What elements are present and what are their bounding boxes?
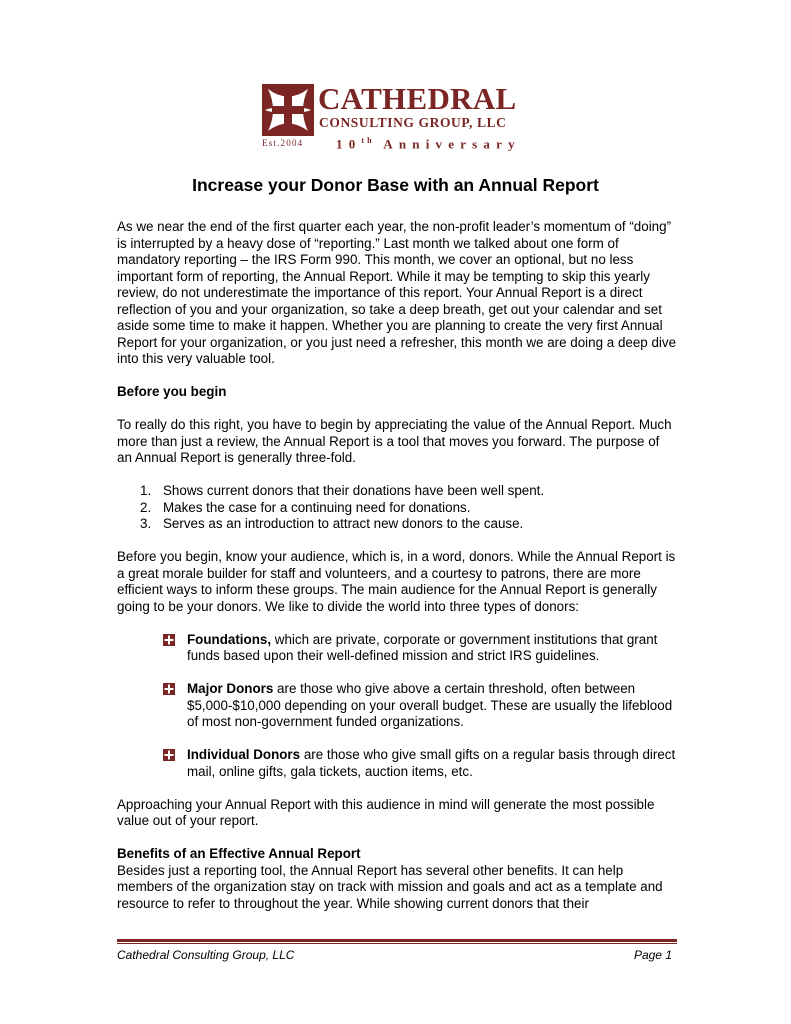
- list-number: 1.: [140, 483, 152, 498]
- logo-name: CATHEDRAL: [318, 81, 517, 116]
- cathedral-cross-icon: [262, 84, 314, 136]
- audience-paragraph: Before you begin, know your audience, which is, in a word, donors. While the Annual Report is a great morale builder for staff and volunteers, and a courtesy to patrons, there are more efficient ways to inform these groups. The main audience for the Annual Report is generally going to be your donors. We like to divide the world into three types of donors:: [117, 549, 676, 614]
- footer-rule-thin: [117, 943, 677, 944]
- anniversary-number: 10: [336, 136, 362, 152]
- list-item: [117, 483, 677, 500]
- article-body: [117, 219, 677, 912]
- list-number: 3.: [140, 516, 152, 531]
- donor-type-item: [117, 747, 677, 780]
- cross-bullet-icon: [163, 749, 175, 761]
- logo-subtitle: CONSULTING GROUP, LLC: [319, 115, 507, 130]
- intro-paragraph: As we near the end of the first quarter each year, the non-profit leader’s momentum of “doing” is interrupted by a heavy dose of “reporting.” Last month we talked about one form of mandatory reporting – the IRS Form 990. This month, we cover an optional, but no less important form of reporting, the Annual Report. While it may be tempting to skip this yearly review, do not underestimate the importance of this report. Your Annual Report is a direct reflection of you and your organization, so take a deep breath, get out your calendar and set aside some time to make it happen. Whether you are planning to create the very first Annual Report for your organization, or you just need a refresher, this month we are doing a deep dive into this very valuable tool.: [117, 219, 677, 366]
- donor-type-text: which are private, corporate or government institutions that grant funds based upon their well-defined mission and strict IRS guidelines.: [187, 631, 658, 663]
- donor-type-term: Major Donors: [187, 681, 274, 696]
- before-paragraph: To really do this right, you have to begin by appreciating the value of the Annual Report. Much more than just a review, the Annual Report is a tool that moves you forward. The purpose of an Annual Report is generally three-fold.: [117, 417, 672, 465]
- anniversary-word: Anniversary: [383, 136, 521, 152]
- footer-divider: [117, 939, 677, 945]
- company-logo: [262, 81, 532, 152]
- footer-rule-thick: [117, 939, 677, 942]
- donor-type-term: Foundations,: [187, 631, 272, 647]
- list-number: 2.: [140, 499, 152, 515]
- purpose-list: [117, 483, 677, 533]
- anniversary-suffix: th: [361, 136, 375, 145]
- page-title: Increase your Donor Base with an Annual Report: [192, 175, 599, 195]
- benefits-paragraph: Besides just a reporting tool, the Annual Report has several other benefits. It can help members of the organization stay on track with mission and goals and act as a template and resource to refer to throughout the year. While showing current donors that their: [117, 862, 663, 911]
- list-text: Shows current donors that their donations have been well spent.: [163, 483, 545, 498]
- donor-type-item: [117, 681, 677, 731]
- list-item: [117, 516, 677, 533]
- donor-type-text: are those who give small gifts on a regular basis through direct mail, online gifts, gala tickets, auction items, etc.: [187, 747, 676, 779]
- donor-type-term: Individual Donors: [187, 747, 301, 762]
- footer-company: Cathedral Consulting Group, LLC: [117, 948, 295, 962]
- list-item: [117, 500, 677, 517]
- list-text: Makes the case for a continuing need for donations.: [163, 499, 471, 515]
- cross-bullet-icon: [163, 683, 175, 695]
- approach-paragraph: Approaching your Annual Report with this audience in mind will generate the most possible value out of your report.: [117, 796, 655, 828]
- benefits-heading: Benefits of an Effective Annual Report: [117, 846, 361, 861]
- logo-anniversary: [336, 133, 521, 152]
- list-text: Serves as an introduction to attract new donors to the cause.: [163, 516, 524, 531]
- donor-type-item: [117, 632, 677, 665]
- footer-page-number: Page 1: [633, 948, 672, 962]
- cross-bullet-icon: [163, 634, 175, 646]
- donor-type-text: are those who give above a certain threshold, often between $5,000-$10,000 depending on your overall budget. These are usually the lifeblood of most non-government funded organizations.: [187, 681, 673, 729]
- logo-established: Est.2004: [262, 138, 304, 148]
- before-heading: Before you begin: [117, 384, 227, 399]
